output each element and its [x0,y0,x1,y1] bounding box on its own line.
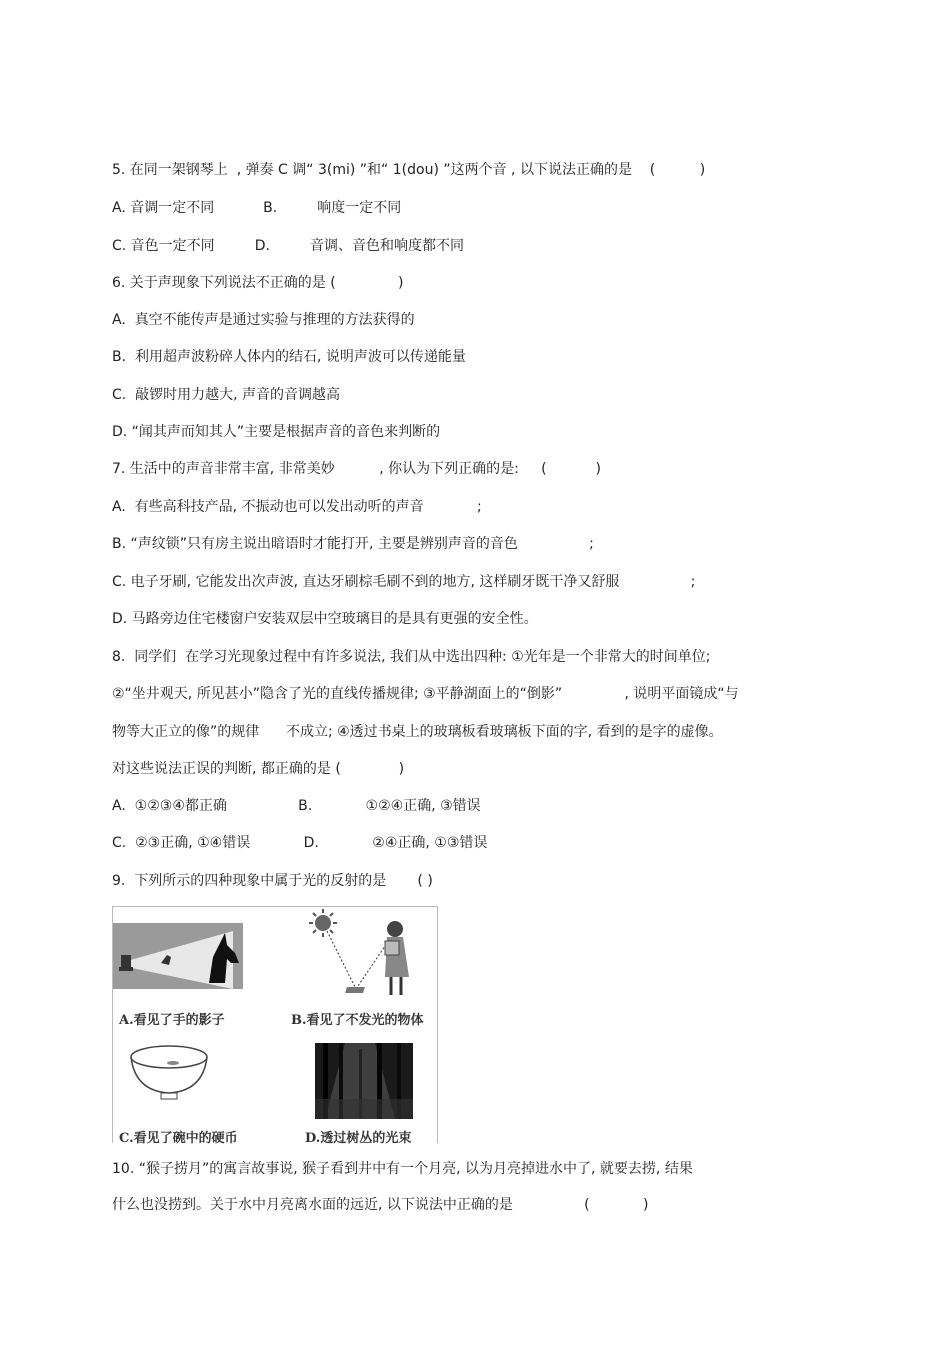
bowl-illustration [127,1043,211,1105]
q9-caption-b: B.看见了不发光的物体 [291,1013,424,1028]
q9-caption-c: C.看见了碗中的硬币 [119,1131,238,1146]
q7-option-c: C. 电子牙刷, 它能发出次声波, 直达牙刷棕毛刷不到的地方, 这样刷牙既干净又舒服 ; [112,574,696,590]
forest-photo [315,1043,413,1119]
q7-option-d: D. 马路旁边住宅楼窗户安装双层中空玻璃目的是具有更强的安全性。 [112,611,538,627]
q7-option-a: A. 有些高科技产品, 不振动也可以发出动听的声音 ; [112,499,482,515]
q9-caption-d: D.透过树丛的光束 [305,1131,412,1146]
q8-line-2: ②“坐井观天, 所见甚小”隐含了光的直线传播规律; ③平静湖面上的“倒影” , 说明平面镜成“与 [112,686,739,702]
q7-option-b: B. “声纹锁”只有房主说出暗语时才能打开, 主要是辨别声音的音色 ; [112,536,594,552]
q7-stem: 7. 生活中的声音非常丰富, 非常美妙 , 你认为下列正确的是: ( ) [112,461,601,477]
q6-option-b: B. 利用超声波粉碎人体内的结石, 说明声波可以传递能量 [112,349,466,365]
hand-shadow-illustration [113,923,243,989]
q6-option-c: C. 敲锣时用力越大, 声音的音调越高 [112,387,341,403]
q10-line-2: 什么也没捞到。关于水中月亮离水面的远近, 以下说法中正确的是 ( ) [112,1197,649,1213]
q6-stem: 6. 关于声现象下列说法不正确的是 ( ) [112,275,404,291]
q8-option-cd: C. ②③正确, ①④错误 D. ②④正确, ①③错误 [112,835,488,851]
q6-option-a: A. 真空不能传声是通过实验与推理的方法获得的 [112,312,415,328]
q5-option-cd: C. 音色一定不同 D. 音调、音色和响度都不同 [112,238,465,254]
q9-stem: 9. 下列所示的四种现象中属于光的反射的是 ( ) [112,873,433,889]
reflection-illustration [301,907,431,1002]
q9-caption-a: A.看见了手的影子 [119,1013,225,1028]
q5-stem: 5. 在同一架钢琴上 , 弹奏 C 调“ 3(mi) ”和“ 1(dou) ”这两个音 , 以下说法正确的是 ( ) [112,162,706,178]
q8-option-ab: A. ①②③④都正确 B. ①②④正确, ③错误 [112,798,481,814]
q9-figure [112,906,438,1146]
q10-line-1: 10. “猴子捞月”的寓言故事说, 猴子看到井中有一个月亮, 以为月亮掉进水中了, 就要去捞, 结果 [112,1161,693,1177]
q8-line-4: 对这些说法正误的判断, 都正确的是 ( ) [112,761,405,777]
q5-option-ab: A. 音调一定不同 B. 响度一定不同 [112,200,402,216]
q6-option-d: D. “闻其声而知其人”主要是根据声音的音色来判断的 [112,424,441,440]
q8-line-1: 8. 同学们 在学习光现象过程中有许多说法, 我们从中选出四种: ①光年是一个非常大的时间单位; [112,649,711,665]
q8-line-3: 物等大正立的像”的规律 不成立; ④透过书桌上的玻璃板看玻璃板下面的字, 看到的是字的虚像。 [112,724,723,740]
